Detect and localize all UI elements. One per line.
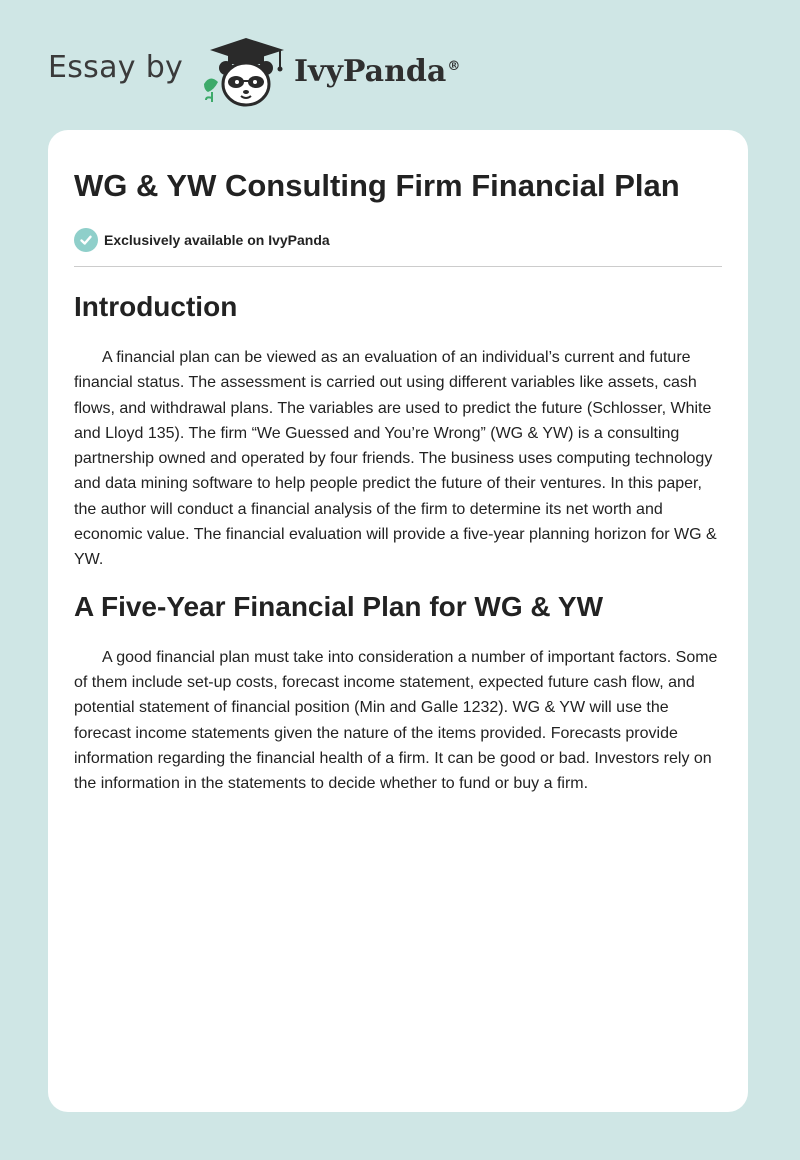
- section-heading-introduction: Introduction: [74, 291, 238, 322]
- section-heading-five-year-plan: A Five-Year Financial Plan for WG & YW: [74, 590, 604, 622]
- section-paragraph-introduction: A financial plan can be viewed as an evaluation of an individual’s current and future financial status. The assessment is carried out using different variables like assets, cash flows, and withdrawal plans. The variables are used to predict the future (Schlosser, White and Lloyd 135). The firm “We Guessed and You’re Wrong” (WG & YW) is a consulting partnership owned and operated by four friends. The business uses computing technology and data mining software to help people predict the future of their ventures. In this paper, the author will conduct a financial analysis of the firm to determine its net worth and economic value. The financial evaluation will provide a five-year planning horizon for WG & YW.: [74, 349, 717, 569]
- brand-name-text: IvyPanda: [294, 54, 447, 89]
- registered-mark: ®: [447, 59, 461, 74]
- section-paragraph-five-year-plan: A good financial plan must take into consideration a number of important factors. Some of them include set-up costs, forecast income statement, expected future cash flow, and potential statement of financial position (Min and Galle 1232). WG & YW will use the forecast income statements given the nature of the items provided. Forecasts provide information regarding the financial health of a firm. It can be good or bad. Investors rely on the information in the statements to decide whether to fund or buy a firm.: [74, 648, 718, 793]
- site-header: [0, 0, 800, 130]
- check-circle-icon: [74, 228, 98, 252]
- exclusive-badge: [74, 226, 722, 254]
- title-divider: [74, 266, 722, 267]
- article-content: [74, 166, 722, 796]
- badge-text: Exclusively available on IvyPanda: [104, 232, 330, 248]
- brand-name[interactable]: [294, 54, 460, 89]
- article-title: WG & YW Consulting Firm Financial Plan: [74, 168, 680, 203]
- panda-graduate-logo-icon[interactable]: [200, 34, 292, 110]
- article-card: [48, 130, 748, 1112]
- essay-by-label: Essay by: [48, 50, 184, 85]
